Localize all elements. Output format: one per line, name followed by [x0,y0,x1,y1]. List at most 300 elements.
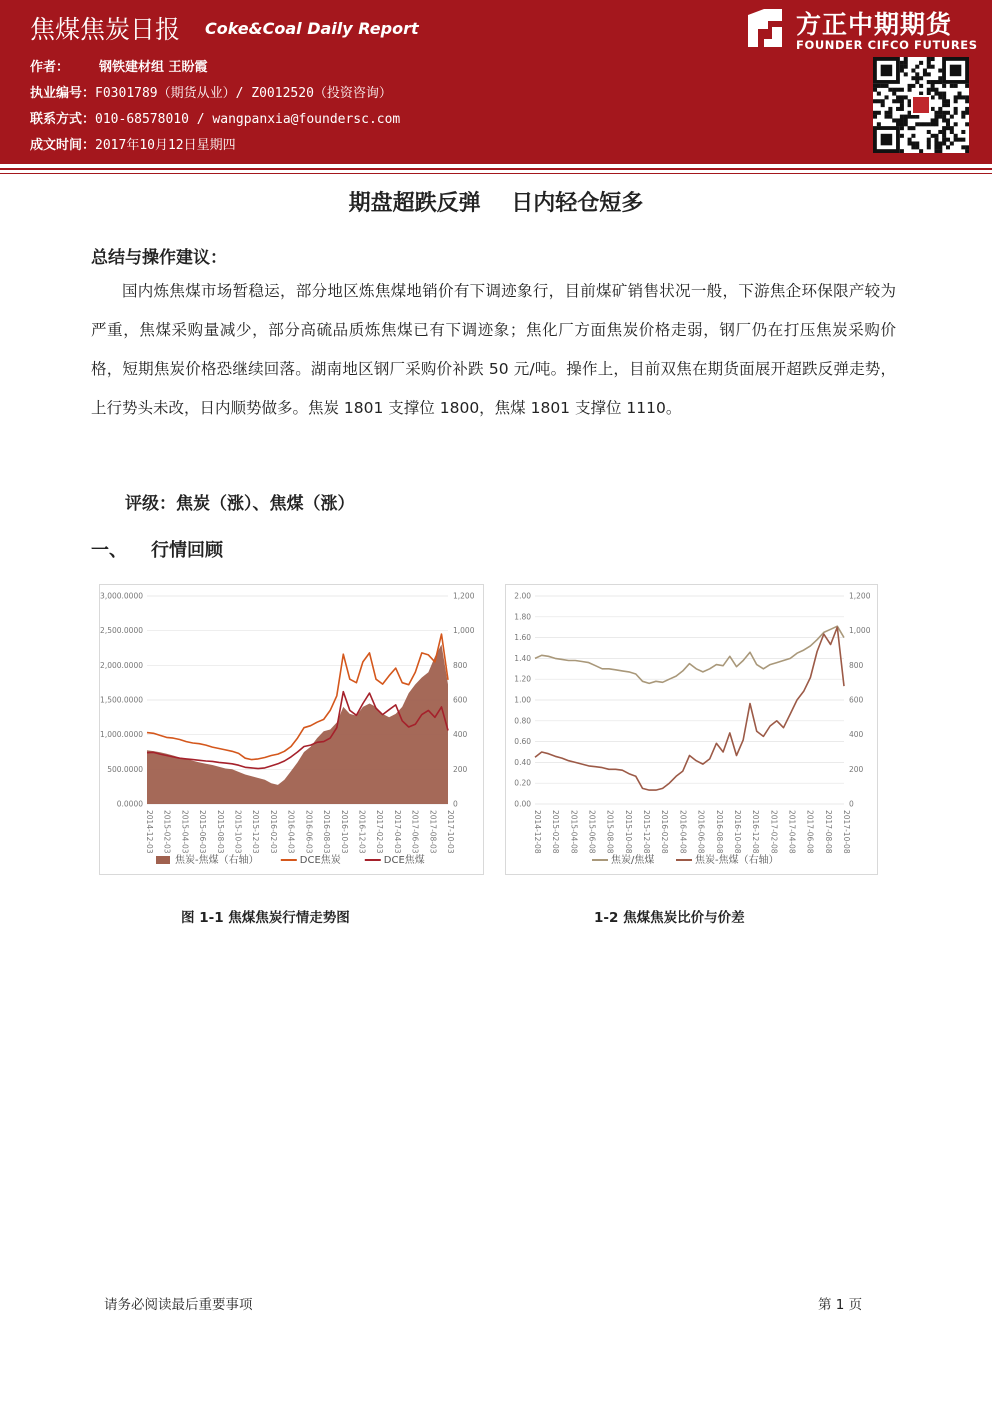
y-right-tick-label: 600 [453,695,468,705]
x-tick-label: 2017-10-03 [446,810,455,854]
caption-chart2: 1-2 焦煤焦炭比价与价差 [594,910,745,926]
qr-module [934,141,938,145]
x-tick-label: 2015-02-08 [551,810,561,854]
qr-module [927,92,931,96]
qr-module [873,115,877,119]
rating-label: 评级： [125,494,176,514]
y-left-tick-label: 1,500.0000 [100,695,143,705]
date-line [30,134,236,153]
qr-module [934,88,938,92]
qr-module [911,141,915,145]
qr-module [904,95,908,99]
y-left-tick-label: 1.60 [514,633,531,643]
qr-module [915,141,919,145]
y-left-tick-label: 0.00 [514,799,531,809]
section-title: 行情回顾 [151,540,223,561]
qr-module [900,103,904,107]
legend-label: DCE焦炭 [299,855,341,866]
qr-module [911,69,915,73]
qr-module [908,115,912,119]
author-label: 作者： [30,60,70,75]
y-right-tick-label: 200 [453,764,468,774]
qr-module [946,103,950,107]
qr-module [946,111,950,115]
qr-module [919,149,923,153]
qr-module [892,99,896,103]
qr-module [919,61,923,65]
qr-module [877,92,881,96]
qr-module [946,122,950,126]
x-tick-label: 2016-12-03 [357,810,367,854]
legend-label: 焦炭-焦煤（右轴） [175,855,259,866]
qr-module [954,134,958,138]
qr-module [877,122,881,126]
qr-module [961,95,965,99]
qr-module [938,141,942,145]
x-tick-label: 2015-12-08 [642,810,652,854]
qr-module [896,107,900,111]
qr-module [919,122,923,126]
y-right-tick-label: 0 [453,799,458,809]
qr-module [938,115,942,119]
qr-module [965,84,969,88]
qr-module [927,138,931,142]
qr-module [877,111,881,115]
qr-module [900,134,904,138]
x-tick-label: 2017-02-08 [769,810,779,854]
qr-module [881,103,885,107]
y-left-tick-label: 1.80 [514,612,531,622]
qr-module [927,88,931,92]
qr-module [965,149,969,153]
qr-module [965,122,969,126]
qr-module [927,61,931,65]
qr-module [896,122,900,126]
qr-module [950,115,954,119]
y-right-tick-label: 600 [849,695,864,705]
x-tick-label: 2015-04-08 [569,810,579,854]
qr-module [923,69,927,73]
qr-module [950,126,954,130]
qr-module [942,134,946,138]
qr-module [927,122,931,126]
qr-module [908,138,912,142]
y-right-tick-label: 800 [453,660,468,670]
qr-module [908,84,912,88]
qr-module [900,65,904,69]
date-label: 成文时间： [30,138,96,153]
y-left-tick-label: 2.00 [514,591,531,601]
y-left-tick-label: 0.80 [514,716,531,726]
qr-module [915,122,919,126]
y-right-tick-label: 1,000 [453,626,475,636]
qr-module [938,76,942,80]
qr-module [923,122,927,126]
qr-module [954,138,958,142]
qr-module [923,72,927,76]
series-line [535,627,844,790]
qr-module [931,134,935,138]
qr-module [931,88,935,92]
qr-module [942,141,946,145]
qr-module [900,95,904,99]
qr-module [954,95,958,99]
qr-module [888,111,892,115]
qr-module [946,126,950,130]
chart-coke-coal-trend [99,584,484,875]
qr-module [908,103,912,107]
x-tick-label: 2016-02-08 [660,810,670,854]
x-tick-label: 2016-02-03 [268,810,278,854]
x-tick-label: 2016-08-03 [322,810,332,854]
qr-module [938,69,942,73]
qr-module [957,95,961,99]
qr-module [908,126,912,130]
qr-module [908,111,912,115]
y-left-tick-label: 1.40 [514,653,531,663]
qr-module [931,95,935,99]
x-tick-label: 2015-10-08 [623,810,633,854]
qr-module [885,95,889,99]
qr-module [934,92,938,96]
qr-center-logo [913,97,929,113]
qr-module [927,57,931,61]
qr-module [934,134,938,138]
y-right-tick-label: 200 [849,764,864,774]
qr-module [911,134,915,138]
qr-module [938,111,942,115]
qr-module [942,103,946,107]
summary-paragraph: 国内炼焦煤市场暂稳运，部分地区炼焦煤地销价有下调迹象行，目前煤矿销售状况一般，下游焦企环保限产较为严重，焦煤采购量减少，部分高硫品质炼焦煤已有下调迹象；焦化厂方面焦炭价格走弱，钢厂仍在打压焦炭采购价格，短期焦炭价格恐继续回落。湖南地区钢厂采购价补跌 50 元/吨。操作上，目前双焦在期货面展开超跌反弹走势，上行势头未改，日内顺势做多。焦炭 1801 支撑位 1800，焦煤 1801 支撑位 1110。 [91,282,896,417]
qr-module [946,99,950,103]
qr-module [965,145,969,149]
qr-module [927,141,931,145]
legend-label: DCE焦煤 [383,855,425,866]
license-value: F0301789（期货从业）/ Z0012520（投资咨询） [95,86,392,101]
rating-value: 焦炭（涨）、焦煤（涨） [176,494,355,514]
summary-heading: 总结与操作建议： [91,248,227,268]
qr-module [954,111,958,115]
legend-label: 焦炭/焦煤 [611,855,655,866]
qr-module [938,92,942,96]
qr-module [885,111,889,115]
qr-module [961,138,965,142]
x-tick-label: 2016-06-03 [304,810,314,854]
qr-module [957,138,961,142]
qr-finder-core [881,65,893,77]
qr-module [881,84,885,88]
y-left-tick-label: 0.20 [514,778,531,788]
qr-module [938,80,942,84]
qr-module [919,76,923,80]
series-line [535,626,844,683]
qr-module [946,145,950,149]
contact-value[interactable]: 010-68578010 / wangpanxia@foundersc.com [95,112,401,127]
qr-module [934,149,938,153]
y-right-tick-label: 800 [849,660,864,670]
qr-finder-core [950,65,962,77]
x-tick-label: 2017-06-03 [410,810,420,854]
y-right-tick-label: 1,000 [849,626,871,636]
qr-code-icon [873,57,969,153]
qr-module [919,92,923,96]
header-rule-thin [0,173,992,174]
qr-module [927,130,931,134]
x-tick-label: 2016-06-08 [696,810,706,854]
qr-module [911,84,915,88]
y-left-tick-label: 1,000.0000 [100,730,143,740]
qr-module [911,145,915,149]
chart-ratio-spread [505,584,878,875]
qr-finder-core [881,134,893,146]
qr-module [888,115,892,119]
header-rule [0,168,992,170]
founder-logo-icon [744,7,786,49]
qr-module [938,95,942,99]
x-tick-label: 2015-06-03 [198,810,208,854]
qr-module [896,99,900,103]
qr-module [873,88,877,92]
qr-module [965,111,969,115]
contact-label: 联系方式： [30,112,96,127]
qr-module [892,118,896,122]
qr-module [931,107,935,111]
qr-module [915,65,919,69]
qr-module [934,80,938,84]
chart1-svg [100,585,483,874]
qr-module [961,145,965,149]
qr-module [961,115,965,119]
qr-module [965,95,969,99]
qr-module [938,145,942,149]
y-right-tick-label: 400 [849,730,864,740]
qr-module [942,111,946,115]
x-tick-label: 2017-10-08 [842,810,851,854]
qr-module [950,130,954,134]
qr-module [954,84,958,88]
y-left-tick-label: 500.0000 [107,764,143,774]
qr-module [931,65,935,69]
qr-module [900,69,904,73]
qr-module [888,107,892,111]
author-line [30,56,208,75]
qr-module [950,141,954,145]
report-title-cn: 焦煤焦炭日报 [30,15,181,44]
qr-module [934,118,938,122]
y-left-tick-label: 2,500.0000 [100,626,143,636]
qr-module [938,130,942,134]
x-tick-label: 2015-12-03 [251,810,261,854]
x-tick-label: 2016-10-08 [732,810,742,854]
logo-cn-text: 方正中期期货 [796,10,953,39]
qr-module [881,99,885,103]
qr-module [942,130,946,134]
license-label: 执业编号： [30,86,96,101]
qr-module [900,118,904,122]
qr-module [900,149,904,153]
qr-module [908,88,912,92]
y-left-tick-label: 1.00 [514,695,531,705]
x-tick-label: 2017-04-08 [787,810,797,854]
qr-module [961,130,965,134]
qr-module [908,141,912,145]
qr-module [900,99,904,103]
y-left-tick-label: 1.20 [514,674,531,684]
qr-module [942,126,946,130]
y-right-tick-label: 1,200 [849,591,871,601]
qr-module [934,145,938,149]
y-left-tick-label: 2,000.0000 [100,660,143,670]
series-area [147,645,448,805]
qr-module [915,80,919,84]
y-left-tick-label: 0.60 [514,737,531,747]
qr-module [904,115,908,119]
x-tick-label: 2015-08-08 [605,810,615,854]
qr-module [900,115,904,119]
x-tick-label: 2016-10-03 [339,810,349,854]
x-tick-label: 2017-04-03 [392,810,402,854]
qr-module [915,72,919,76]
qr-module [954,99,958,103]
qr-module [942,95,946,99]
x-tick-label: 2015-08-03 [215,810,225,854]
qr-module [911,76,915,80]
y-right-tick-label: 400 [453,730,468,740]
qr-module [931,57,935,61]
page-number: 第 1 页 [818,1297,863,1313]
qr-module [900,61,904,65]
caption-chart1: 图 1-1 焦煤焦炭行情走势图 [181,910,350,926]
qr-module [950,84,954,88]
section-number: 一、 [91,540,127,561]
qr-module [938,149,942,153]
qr-module [942,138,946,142]
report-header [0,0,992,164]
x-tick-label: 2014-12-08 [533,810,542,854]
y-right-tick-label: 0 [849,799,854,809]
qr-module [900,107,904,111]
qr-module [934,115,938,119]
x-tick-label: 2017-08-08 [823,810,833,854]
qr-module [954,107,958,111]
qr-module [934,111,938,115]
qr-module [904,118,908,122]
y-left-tick-label: 0.0000 [116,799,143,809]
license-line [30,82,392,101]
qr-module [931,118,935,122]
qr-module [885,84,889,88]
qr-module [911,126,915,130]
footer-note: 请务必阅读最后重要事项 [104,1297,253,1313]
qr-module [954,122,958,126]
qr-module [877,84,881,88]
qr-module [911,115,915,119]
logo-en-text: FOUNDER CIFCO FUTURES [796,38,978,52]
x-tick-label: 2015-04-03 [180,810,190,854]
qr-module [904,72,908,76]
qr-module [942,118,946,122]
legend-swatch [156,856,170,864]
author-value: 钢铁建材组 王盼霞 [99,60,208,75]
contact-line [30,108,400,127]
date-value: 2017年10月12日星期四 [95,138,236,153]
qr-module [877,99,881,103]
qr-module [904,122,908,126]
qr-module [915,76,919,80]
qr-module [873,99,877,103]
qr-module [942,92,946,96]
doc-title: 期盘超跌反弹 日内轻仓短多 [348,191,644,216]
x-tick-label: 2014-12-03 [145,810,154,854]
qr-module [961,111,965,115]
qr-module [904,57,908,61]
x-tick-label: 2015-06-08 [587,810,597,854]
x-tick-label: 2017-08-03 [428,810,438,854]
qr-module [942,84,946,88]
qr-module [896,88,900,92]
qr-module [896,118,900,122]
x-tick-label: 2015-10-03 [233,810,243,854]
founder-logo [744,5,978,53]
qr-module [873,111,877,115]
qr-module [931,84,935,88]
x-tick-label: 2017-06-08 [805,810,815,854]
chart2-svg [506,585,877,874]
qr-module [927,80,931,84]
qr-module [900,88,904,92]
qr-module [896,95,900,99]
qr-module [946,138,950,142]
qr-module [931,80,935,84]
qr-module [908,99,912,103]
y-left-tick-label: 3,000.0000 [100,591,143,601]
qr-module [957,92,961,96]
qr-module [965,99,969,103]
qr-module [904,61,908,65]
qr-module [946,118,950,122]
y-right-tick-label: 1,200 [453,591,475,601]
qr-module [934,138,938,142]
x-tick-label: 2015-02-03 [162,810,172,854]
qr-module [931,122,935,126]
qr-module [942,99,946,103]
qr-module [927,145,931,149]
qr-module [934,122,938,126]
qr-module [900,122,904,126]
qr-module [915,115,919,119]
qr-module [927,65,931,69]
x-tick-label: 2017-02-03 [375,810,385,854]
qr-module [904,65,908,69]
qr-module [919,84,923,88]
x-tick-label: 2016-08-08 [714,810,724,854]
legend-label: 焦炭-焦煤（右轴） [695,855,779,866]
rating-line [125,489,355,514]
qr-module [915,145,919,149]
qr-module [892,92,896,96]
qr-module [965,107,969,111]
qr-module [900,126,904,130]
qr-module [942,115,946,119]
qr-module [938,107,942,111]
y-left-tick-label: 0.40 [514,757,531,767]
qr-module [927,72,931,76]
report-title-en: Coke&Coal Daily Report [205,19,419,38]
x-tick-label: 2016-12-08 [751,810,761,854]
x-tick-label: 2016-04-08 [678,810,688,854]
x-tick-label: 2016-04-03 [286,810,296,854]
qr-module [892,88,896,92]
